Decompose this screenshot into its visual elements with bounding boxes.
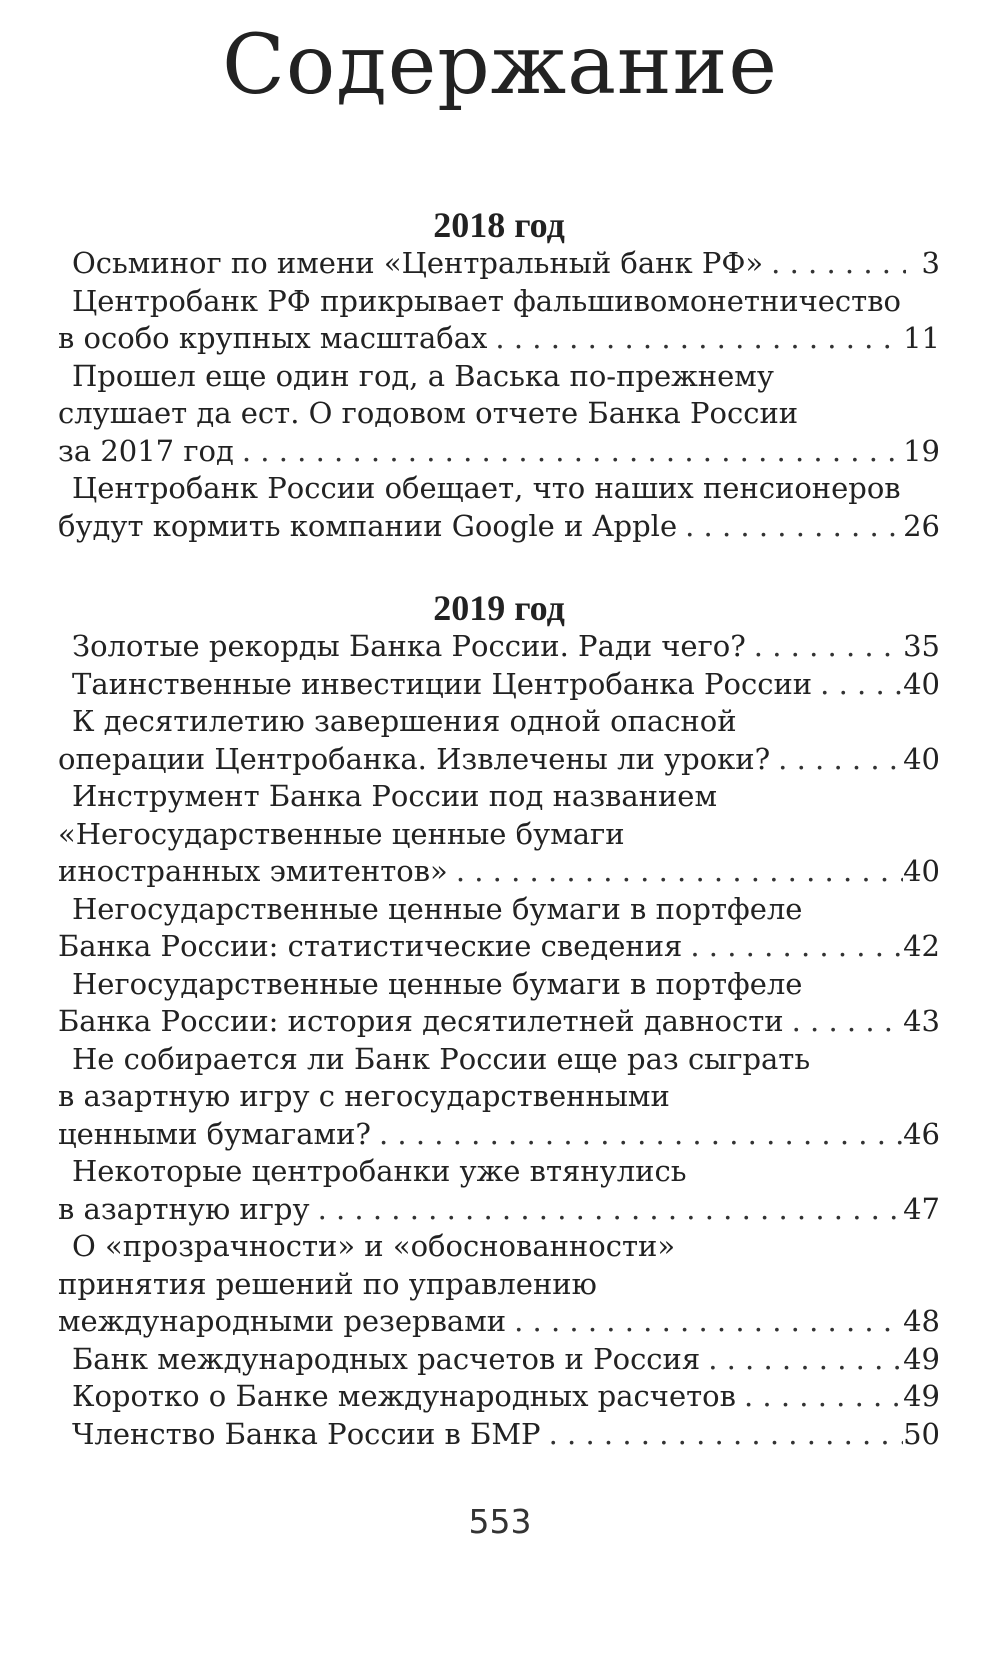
toc-entry-last-line — [58, 1341, 940, 1379]
toc-entry-text: «Негосударственные ценные бумаги — [58, 816, 625, 851]
dot-leader — [700, 1341, 903, 1379]
toc-entry-last-line — [58, 1378, 940, 1416]
toc-page-number: 49 — [903, 1341, 940, 1376]
toc-page-number: 26 — [903, 508, 940, 543]
toc-entry[interactable] — [58, 358, 940, 471]
toc-entry[interactable] — [58, 1416, 940, 1454]
toc-entry-last-line — [58, 853, 940, 891]
toc-entry-text: Прошел еще один год, а Васька по-прежнему — [72, 358, 774, 393]
dot-leader — [784, 1003, 903, 1041]
toc-entry-text: К десятилетию завершения одной опасной — [72, 704, 737, 738]
toc-entry-text: слушает да ест. О годовом отчете Банка России — [58, 396, 799, 430]
toc-entry-text: О «прозрачности» и «обоснованности» — [72, 1229, 676, 1263]
toc-entry[interactable] — [58, 1228, 940, 1341]
toc-page-number: 19 — [903, 433, 940, 468]
toc-page-number: 3 — [921, 246, 940, 280]
dot-leader — [448, 853, 903, 891]
toc-entry-text: Банк международных расчетов и Россия — [72, 1341, 701, 1376]
dot-leader — [812, 666, 903, 704]
toc-entry[interactable] — [58, 966, 940, 1041]
toc-entry-text: в азартную игру — [58, 1191, 310, 1226]
toc-entry-last-line — [58, 1003, 940, 1041]
toc-page-number: 40 — [903, 666, 940, 701]
toc-entry[interactable] — [58, 1153, 940, 1228]
toc-entry-last-line — [58, 1191, 940, 1229]
table-of-contents — [58, 205, 940, 1453]
dot-leader — [506, 1303, 903, 1341]
toc-entry[interactable] — [58, 666, 940, 704]
toc-entry[interactable] — [58, 628, 940, 666]
toc-page-number: 11 — [903, 321, 940, 355]
toc-page-number: 50 — [903, 1416, 940, 1451]
toc-entry-text: в азартную игру с негосударственными — [58, 1079, 670, 1113]
dot-leader — [487, 320, 903, 358]
toc-entry-last-line — [58, 741, 940, 779]
dot-leader — [310, 1191, 904, 1229]
page-number: 553 — [468, 1502, 532, 1541]
toc-entry-last-line — [58, 433, 940, 471]
toc-entry-last-line — [58, 928, 940, 966]
toc-entry-last-line — [58, 666, 940, 704]
toc-entry[interactable] — [58, 1341, 940, 1379]
toc-entry-text: Таинственные инвестиции Центробанка России — [72, 666, 813, 701]
dot-leader — [677, 508, 903, 546]
toc-entry-text: Центробанк России обещает, что наших пенсионеров — [72, 471, 901, 505]
dot-leader — [770, 741, 903, 779]
toc-entry-text: операции Центробанка. Извлечены ли уроки? — [58, 741, 771, 776]
toc-entry-text: Коротко о Банке международных расчетов — [72, 1379, 736, 1413]
toc-entry[interactable] — [58, 245, 940, 283]
toc-entry-text: Инструмент Банка России под названием — [72, 779, 718, 813]
toc-entry[interactable] — [58, 703, 940, 778]
toc-page-number: 49 — [903, 1379, 940, 1413]
toc-entry-text: Членство Банка России в БМР — [72, 1416, 541, 1451]
section-heading: 2019 год — [433, 588, 565, 628]
toc-entry-text: Негосударственные ценные бумаги в портфеле — [72, 966, 803, 1001]
toc-entry-text: ценными бумагами? — [58, 1116, 371, 1151]
page-title: Содержание — [222, 18, 778, 113]
dot-leader — [541, 1416, 904, 1454]
toc-entry-text: принятия решений по управлению — [58, 1266, 597, 1301]
toc-entry-text: Осьминог по имени «Центральный банк РФ» — [72, 246, 764, 280]
toc-page-number: 40 — [903, 741, 940, 776]
toc-page-number: 42 — [903, 929, 940, 963]
toc-entry-text: Центробанк РФ прикрывает фальшивомонетничество — [72, 283, 901, 318]
toc-entry-text: иностранных эмитентов» — [58, 854, 448, 888]
toc-entry-last-line — [58, 628, 940, 666]
dot-leader — [763, 245, 906, 283]
toc-entry-last-line — [58, 1416, 940, 1454]
toc-entry[interactable] — [58, 778, 940, 891]
toc-page-number: 48 — [903, 1304, 940, 1338]
toc-page-number: 47 — [903, 1191, 940, 1226]
toc-entry-text: в особо крупных масштабах — [58, 321, 488, 355]
toc-entry-text: Некоторые центробанки уже втянулись — [72, 1154, 687, 1188]
dot-leader — [736, 1378, 903, 1416]
toc-entry-last-line — [58, 245, 940, 283]
toc-entry-text: за 2017 год — [58, 433, 234, 468]
toc-entry-text: Банка России: история десятилетней давности — [58, 1004, 784, 1038]
toc-page-number: 40 — [903, 854, 940, 888]
toc-page-number: 43 — [903, 1004, 940, 1038]
toc-page-number: 46 — [903, 1116, 940, 1151]
dot-leader — [746, 628, 903, 666]
toc-entry[interactable] — [58, 470, 940, 545]
toc-entry-last-line — [58, 508, 940, 546]
toc-entry-text: Золотые рекорды Банка России. Ради чего? — [72, 629, 746, 663]
toc-entry-text: Не собирается ли Банк России еще раз сыграть — [72, 1041, 811, 1076]
section-heading: 2018 год — [433, 205, 565, 245]
dot-leader — [371, 1116, 903, 1154]
toc-entry-last-line — [58, 1303, 940, 1341]
toc-entry-text: будут кормить компании Google и Apple — [58, 508, 678, 543]
toc-entry[interactable] — [58, 891, 940, 966]
dot-leader — [682, 928, 903, 966]
toc-entry-last-line — [58, 1116, 940, 1154]
toc-entry[interactable] — [58, 283, 940, 358]
dot-leader — [234, 433, 903, 471]
toc-entry-text: международными резервами — [58, 1304, 507, 1338]
toc-entry-text: Банка России: статистические сведения — [58, 929, 683, 963]
toc-entry-last-line — [58, 320, 940, 358]
toc-page-number: 35 — [903, 629, 940, 663]
toc-entry-text: Негосударственные ценные бумаги в портфеле — [72, 891, 803, 926]
toc-entry[interactable] — [58, 1041, 940, 1154]
toc-entry[interactable] — [58, 1378, 940, 1416]
